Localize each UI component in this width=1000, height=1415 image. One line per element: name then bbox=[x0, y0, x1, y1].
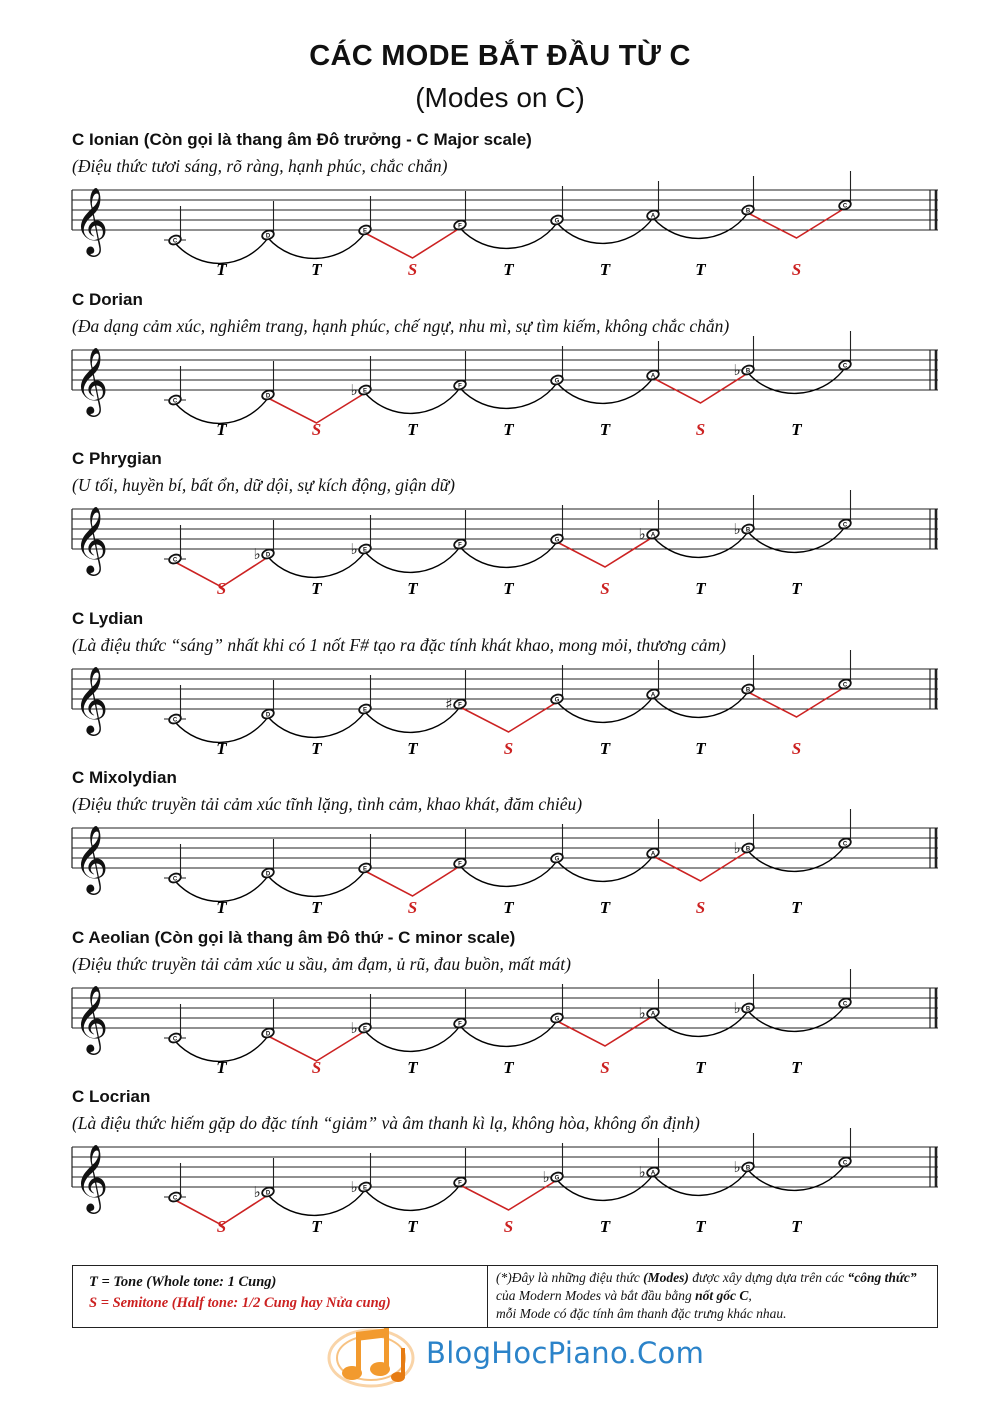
tone-connector bbox=[265, 711, 365, 737]
interval-label: T bbox=[599, 260, 611, 279]
flat-icon: ♭ bbox=[542, 1168, 550, 1186]
note-letter: D bbox=[265, 1190, 271, 1197]
legend-note-part: , bbox=[748, 1288, 752, 1303]
note-letter: C bbox=[842, 362, 848, 369]
interval-label: T bbox=[599, 419, 611, 439]
interval-label: S bbox=[600, 579, 610, 598]
note-letter: B bbox=[745, 846, 751, 853]
note-letter: A bbox=[650, 1010, 656, 1017]
note-letter: C bbox=[842, 522, 848, 529]
mode-description: (Điệu thức truyền tải cảm xúc tĩnh lặng, tình cảm, khao khát, đăm chiêu) bbox=[72, 794, 583, 814]
mode-staff bbox=[0, 609, 1000, 758]
semitone-connector bbox=[745, 686, 845, 717]
flat-icon: ♭ bbox=[350, 380, 358, 399]
flat-icon: ♭ bbox=[350, 1178, 358, 1196]
semitone-connector bbox=[460, 702, 557, 732]
interval-label: T bbox=[791, 1217, 802, 1236]
mode-name: C Aeolian (Còn gọi là thang âm Đô thứ - C minor scale) bbox=[72, 927, 516, 947]
legend-note-bold: nốt gốc C bbox=[695, 1288, 749, 1303]
tone-connector bbox=[460, 861, 557, 886]
note-letter: G bbox=[554, 856, 560, 863]
interval-label: T bbox=[695, 738, 706, 758]
note-letter: E bbox=[362, 547, 368, 554]
note-letter: E bbox=[362, 228, 368, 235]
note-letter: F bbox=[458, 223, 462, 230]
interval-label: S bbox=[791, 260, 802, 279]
mode-staff bbox=[0, 1087, 1000, 1236]
treble-clef-icon: 𝄞 bbox=[74, 1143, 109, 1211]
interval-label: T bbox=[311, 1217, 322, 1236]
flat-icon: ♭ bbox=[253, 545, 261, 563]
mode-description: (U tối, huyền bí, bất ổn, dữ dội, sự kích động, giận dữ) bbox=[72, 475, 455, 495]
mode-name: C Dorian bbox=[72, 289, 143, 309]
note-letter: A bbox=[650, 372, 656, 379]
tone-connector bbox=[362, 547, 460, 572]
note-letter: A bbox=[650, 532, 656, 539]
interval-label: T bbox=[407, 579, 418, 598]
interval-label: S bbox=[216, 579, 227, 598]
legend-note-part: (*)Đây là những điệu thức bbox=[496, 1270, 644, 1285]
note-letter: G bbox=[554, 1015, 560, 1022]
tone-connector bbox=[265, 233, 365, 258]
flat-icon: ♭ bbox=[733, 1158, 741, 1176]
tone-connector bbox=[362, 387, 460, 413]
note-letter: A bbox=[650, 1170, 656, 1177]
mode-description: (Là điệu thức hiếm gặp do đặc tính “giảm” và âm thanh kì lạ, không hòa, không ổn định) bbox=[72, 1113, 700, 1133]
tone-connector bbox=[460, 223, 557, 248]
interval-label: T bbox=[791, 898, 802, 917]
interval-label: T bbox=[311, 738, 322, 758]
note-letter: C bbox=[172, 1035, 178, 1042]
interval-label: T bbox=[695, 1057, 706, 1077]
tone-connector bbox=[554, 218, 653, 243]
note-letter: D bbox=[265, 1030, 271, 1037]
legend-tone: T = Tone (Whole tone: 1 Cung) bbox=[89, 1274, 277, 1290]
flat-icon: ♭ bbox=[638, 1163, 646, 1181]
interval-label: T bbox=[599, 738, 611, 758]
tone-connector bbox=[650, 691, 748, 717]
legend-note-part: được xây dựng dựa trên các bbox=[688, 1270, 848, 1285]
note-letter: B bbox=[745, 208, 751, 215]
interval-label: T bbox=[407, 419, 418, 439]
mode-name: C Ionian (Còn gọi là thang âm Đô trưởng - C Major scale) bbox=[72, 130, 532, 149]
note-letter: C bbox=[172, 716, 178, 723]
note-letter: G bbox=[554, 696, 560, 703]
note-letter: D bbox=[265, 392, 271, 399]
mode-description: (Điệu thức truyền tải cảm xúc u sầu, ảm đạm, ủ rũ, đau buồn, mất mát) bbox=[72, 953, 571, 974]
interval-label: T bbox=[791, 579, 802, 598]
note-letter: C bbox=[172, 876, 178, 883]
note-letter: D bbox=[265, 871, 271, 878]
note-letter: C bbox=[842, 841, 848, 848]
legend-note-part: mỗi Mode có đặc tính âm thanh đặc trưng khác nhau. bbox=[496, 1306, 787, 1321]
flat-icon: ♭ bbox=[638, 525, 646, 543]
music-notes-logo-icon bbox=[326, 1318, 436, 1390]
brand-logo[interactable] bbox=[326, 1318, 746, 1390]
note-letter: C bbox=[172, 238, 178, 245]
interval-label: S bbox=[216, 1217, 227, 1236]
interval-label: S bbox=[311, 419, 322, 439]
brand-name[interactable]: BlogHocPiano.Com bbox=[426, 1336, 705, 1370]
interval-label: S bbox=[503, 738, 514, 758]
interval-label: T bbox=[216, 260, 227, 279]
interval-label: T bbox=[503, 1057, 514, 1077]
mode-staff bbox=[0, 449, 1000, 598]
page-subtitle: (Modes on C) bbox=[415, 82, 585, 113]
note-letter: C bbox=[172, 557, 178, 564]
mode-staff bbox=[0, 928, 1000, 1077]
semitone-connector bbox=[362, 228, 460, 258]
treble-clef-icon: 𝄞 bbox=[74, 824, 109, 892]
mode-name: C Mixolydian bbox=[72, 768, 177, 787]
note-letter: D bbox=[265, 233, 271, 240]
note-letter: F bbox=[458, 382, 462, 389]
note-letter: A bbox=[650, 213, 656, 220]
mode-name: C Lydian bbox=[72, 608, 144, 628]
interval-label: T bbox=[503, 260, 514, 279]
note-letter: C bbox=[172, 1195, 178, 1202]
note-letter: D bbox=[265, 552, 271, 559]
treble-clef-icon: 𝄞 bbox=[74, 186, 109, 254]
flat-icon: ♭ bbox=[733, 839, 741, 857]
note-letter: B bbox=[745, 367, 751, 374]
note-letter: B bbox=[745, 1165, 751, 1172]
flat-icon: ♭ bbox=[253, 1183, 261, 1201]
mode-name: C Locrian bbox=[72, 1087, 151, 1106]
note-letter: C bbox=[842, 1000, 848, 1007]
note-letter: C bbox=[842, 203, 848, 210]
interval-label: T bbox=[407, 1217, 418, 1236]
legend-note-bold: “công thức” bbox=[847, 1270, 917, 1285]
note-letter: B bbox=[745, 1005, 751, 1012]
mode-staff bbox=[0, 130, 1000, 279]
interval-label: S bbox=[695, 419, 706, 439]
tone-connector bbox=[460, 1021, 557, 1046]
note-letter: C bbox=[842, 681, 848, 688]
mode-staff bbox=[0, 290, 1000, 439]
note-letter: G bbox=[554, 537, 560, 544]
flat-icon: ♭ bbox=[733, 520, 741, 538]
tone-connector bbox=[460, 542, 557, 567]
interval-label: T bbox=[216, 898, 227, 917]
note-letter: F bbox=[458, 1180, 462, 1187]
note-letter: G bbox=[554, 1175, 560, 1182]
legend-note-part: của Modern Modes và bắt đầu bằng bbox=[496, 1288, 696, 1303]
treble-clef-icon: 𝄞 bbox=[74, 983, 109, 1052]
note-letter: F bbox=[458, 1020, 462, 1027]
note-letter: F bbox=[458, 542, 462, 549]
interval-label: T bbox=[599, 898, 611, 917]
note-letter: F bbox=[458, 861, 462, 868]
interval-label: T bbox=[216, 1057, 227, 1077]
note-letter: F bbox=[458, 701, 462, 708]
interval-label: S bbox=[695, 898, 706, 917]
flat-icon: ♭ bbox=[350, 1018, 358, 1037]
interval-label: T bbox=[791, 419, 802, 439]
tone-connector bbox=[362, 1185, 460, 1210]
legend-semitone: S = Semitone (Half tone: 1/2 Cung hay Nửa cung) bbox=[89, 1295, 391, 1311]
interval-label: S bbox=[600, 1057, 610, 1077]
treble-clef-icon: 𝄞 bbox=[74, 664, 109, 733]
legend-note bbox=[496, 1269, 934, 1323]
note-letter: B bbox=[745, 686, 751, 693]
interval-label: T bbox=[695, 1217, 706, 1236]
tone-connector bbox=[650, 213, 748, 238]
note-letter: G bbox=[554, 218, 560, 225]
flat-icon: ♭ bbox=[733, 998, 741, 1017]
interval-label: T bbox=[216, 419, 227, 439]
semitone-connector bbox=[745, 208, 845, 238]
treble-clef-icon: 𝄞 bbox=[74, 345, 109, 414]
legend-note-bold: (Modes) bbox=[643, 1270, 689, 1285]
note-letter: D bbox=[265, 711, 271, 718]
interval-label: S bbox=[791, 738, 802, 758]
interval-label: S bbox=[407, 898, 418, 917]
interval-label: T bbox=[695, 260, 706, 279]
interval-label: T bbox=[311, 260, 322, 279]
interval-label: T bbox=[311, 898, 322, 917]
mode-name: C Phrygian bbox=[72, 449, 162, 468]
note-letter: E bbox=[362, 866, 368, 873]
note-letter: E bbox=[362, 1185, 368, 1192]
interval-label: T bbox=[599, 1217, 611, 1236]
interval-label: S bbox=[407, 260, 418, 279]
mode-staff bbox=[0, 768, 1000, 917]
mode-description: (Đa dạng cảm xúc, nghiêm trang, hạnh phúc, chế ngự, nhu mì, sự tìm kiếm, không chắc chắn) bbox=[72, 315, 730, 336]
interval-label: T bbox=[695, 579, 706, 598]
interval-label: T bbox=[407, 738, 418, 758]
note-letter: E bbox=[362, 1025, 368, 1032]
treble-clef-icon: 𝄞 bbox=[74, 505, 109, 573]
interval-label: T bbox=[407, 1057, 418, 1077]
tone-connector bbox=[554, 856, 653, 881]
sharp-icon: ♯ bbox=[445, 694, 453, 713]
flat-icon: ♭ bbox=[733, 360, 741, 379]
flat-icon: ♭ bbox=[638, 1003, 646, 1022]
note-letter: C bbox=[172, 397, 178, 404]
note-letter: A bbox=[650, 691, 656, 698]
note-letter: B bbox=[745, 527, 751, 534]
note-letter: E bbox=[362, 387, 368, 394]
interval-label: S bbox=[503, 1217, 514, 1236]
interval-label: T bbox=[503, 419, 514, 439]
tone-connector bbox=[554, 377, 653, 403]
interval-label: T bbox=[791, 1057, 802, 1077]
note-letter: C bbox=[842, 1160, 848, 1167]
semitone-connector bbox=[362, 866, 460, 896]
interval-label: T bbox=[503, 898, 514, 917]
mode-description: (Điệu thức tươi sáng, rõ ràng, hạnh phúc, chắc chắn) bbox=[72, 156, 448, 176]
interval-label: T bbox=[503, 579, 514, 598]
mode-description: (Là điệu thức “sáng” nhất khi có 1 nốt F# tạo ra đặc tính khát khao, mong mỏi, thương cảm) bbox=[72, 634, 727, 655]
tone-connector bbox=[554, 696, 653, 722]
interval-label: T bbox=[216, 738, 227, 758]
tone-connector bbox=[362, 1025, 460, 1051]
tone-connector bbox=[265, 871, 365, 896]
tone-connector bbox=[460, 383, 557, 408]
note-letter: G bbox=[554, 377, 560, 384]
interval-label: S bbox=[311, 1057, 322, 1077]
interval-label: T bbox=[311, 579, 322, 598]
note-letter: E bbox=[362, 706, 368, 713]
note-letter: A bbox=[650, 851, 656, 858]
flat-icon: ♭ bbox=[350, 540, 358, 558]
page-title: CÁC MODE BẮT ĐẦU TỪ C bbox=[309, 40, 691, 72]
